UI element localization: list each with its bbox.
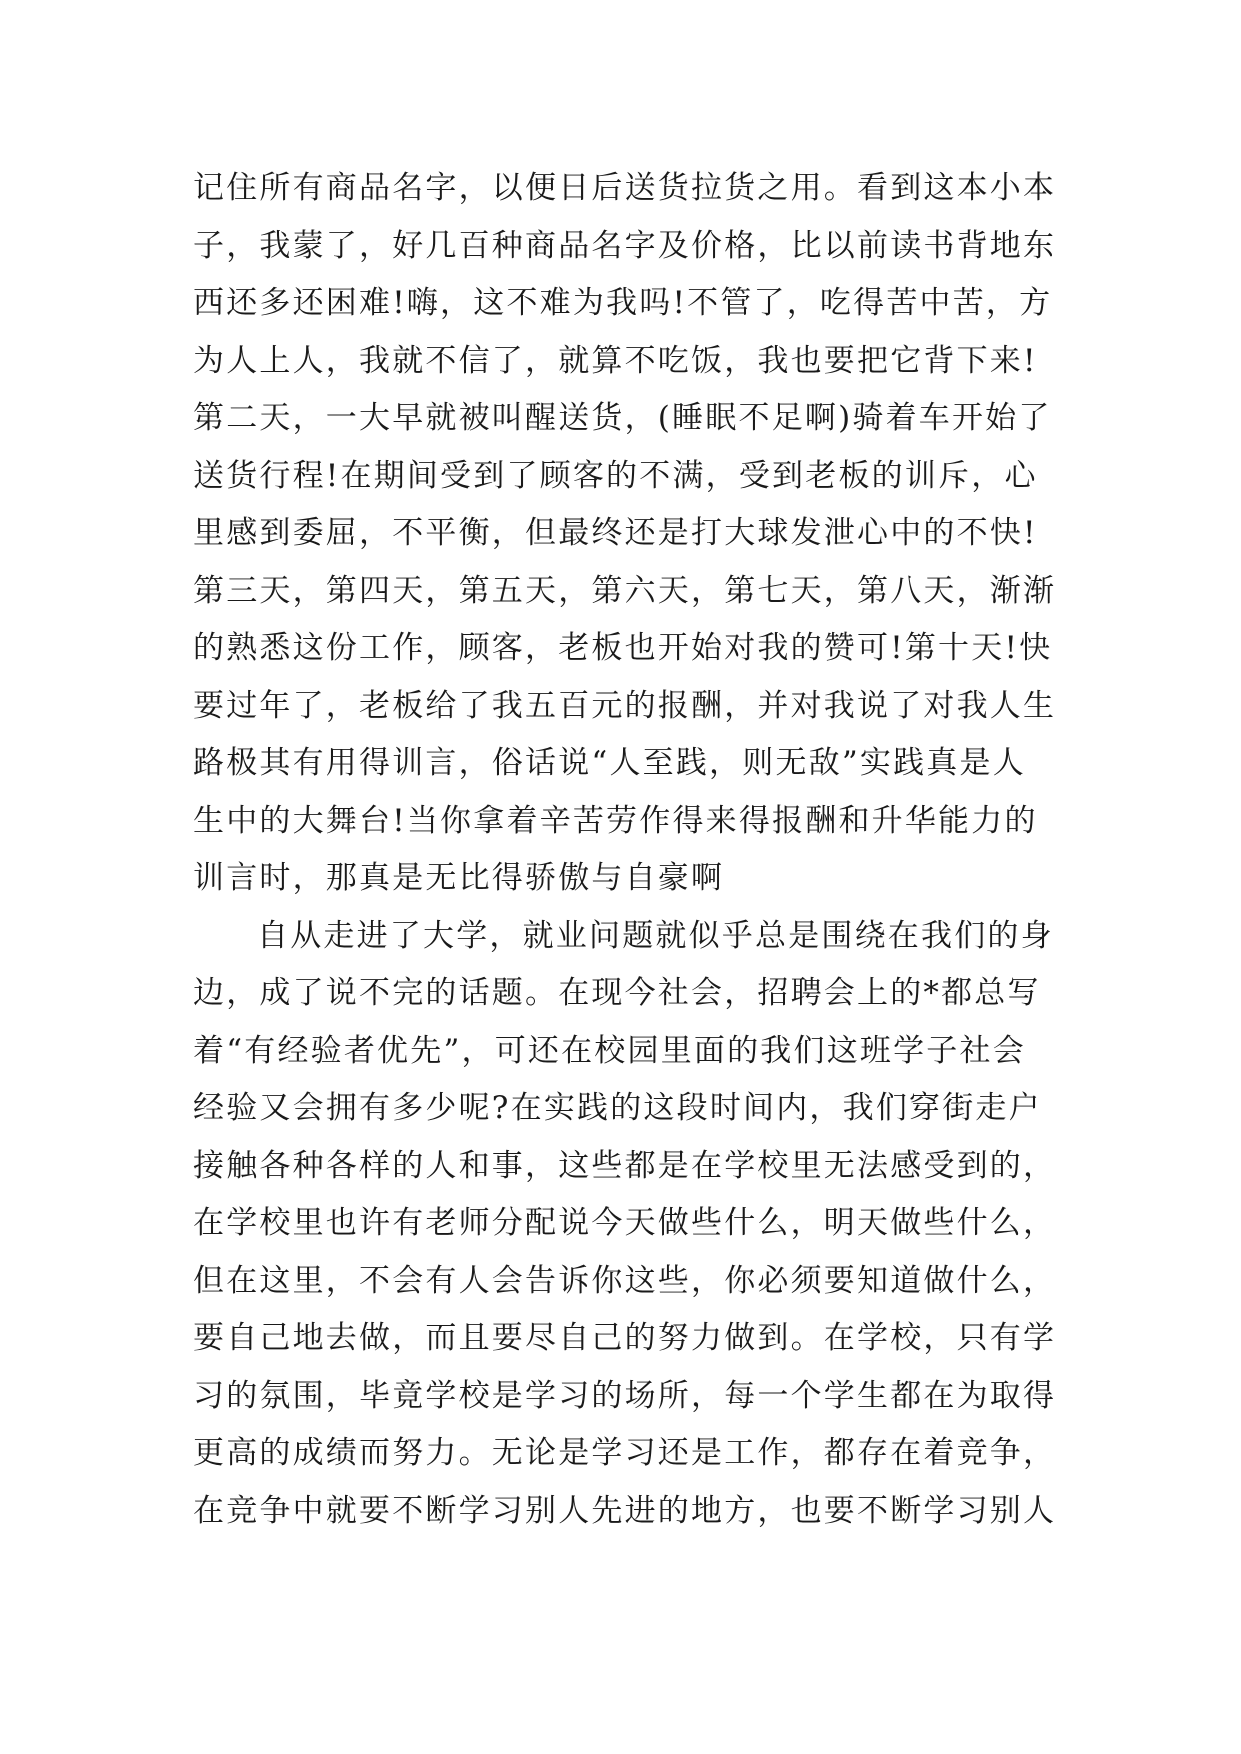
text-line: 边，成了说不完的话题。在现今社会，招聘会上的*都总写 — [193, 975, 1041, 1011]
text-line: 训言时，那真是无比得骄傲与自豪啊 — [193, 860, 725, 896]
text-line: 生中的大舞台!当你拿着辛苦劳作得来得报酬和升华能力的 — [193, 802, 1038, 839]
text-line: 更高的成绩而努力。无论是学习还是工作，都存在着竞争， — [193, 1435, 1057, 1471]
text-line: 为人上人，我就不信了，就算不吃饭，我也要把它背下来! — [193, 342, 1038, 379]
text-line: 送货行程!在期间受到了顾客的不满，受到老板的训斥，心 — [193, 457, 1038, 494]
text-line: 记住所有商品名字，以便日后送货拉货之用。看到这本小本 — [193, 170, 1057, 206]
text-line: 西还多还困难!嗨，这不难为我吗!不管了，吃得苦中苦，方 — [193, 285, 1053, 321]
document-body — [193, 160, 1073, 1540]
text-line: 第三天，第四天，第五天，第六天，第七天，第八天，渐渐 — [193, 572, 1057, 609]
text-line: 经验又会拥有多少呢?在实践的这段时间内，我们穿街走户 — [193, 1090, 1042, 1126]
text-line: 在竞争中就要不断学习别人先进的地方，也要不断学习别人 — [193, 1492, 1057, 1529]
text-line: 要自己地去做，而且要尽自己的努力做到。在学校，只有学 — [193, 1320, 1057, 1356]
text-line: 习的氛围，毕竟学校是学习的场所，每一个学生都在为取得 — [193, 1377, 1057, 1414]
paragraph-1 — [193, 160, 1073, 908]
text-line: 接触各种各样的人和事，这些都是在学校里无法感受到的， — [193, 1147, 1057, 1184]
text-line: 自从走进了大学，就业问题就似乎总是围绕在我们的身 — [257, 917, 1054, 954]
text-line: 第二天，一大早就被叫醒送货，(睡眠不足啊)骑着车开始了 — [193, 400, 1052, 436]
text-line: 着“有经验者优先”，可还在校园里面的我们这班学子社会 — [193, 1032, 1026, 1069]
text-line: 要过年了，老板给了我五百元的报酬，并对我说了对我人生 — [193, 687, 1057, 724]
text-line: 子，我蒙了，好几百种商品名字及价格，比以前读书背地东 — [193, 227, 1057, 264]
text-line: 路极其有用得训言，俗话说“人至践，则无敌”实践真是人 — [193, 745, 1026, 781]
text-line: 的熟悉这份工作，顾客，老板也开始对我的赞可!第十天!快 — [193, 630, 1053, 666]
text-line: 在学校里也许有老师分配说今天做些什么，明天做些什么， — [193, 1205, 1057, 1241]
text-line: 但在这里，不会有人会告诉你这些，你必须要知道做什么， — [193, 1262, 1057, 1299]
text-line: 里感到委屈，不平衡，但最终还是打大球发泄心中的不快! — [193, 515, 1038, 551]
paragraph-2 — [193, 908, 1073, 1541]
